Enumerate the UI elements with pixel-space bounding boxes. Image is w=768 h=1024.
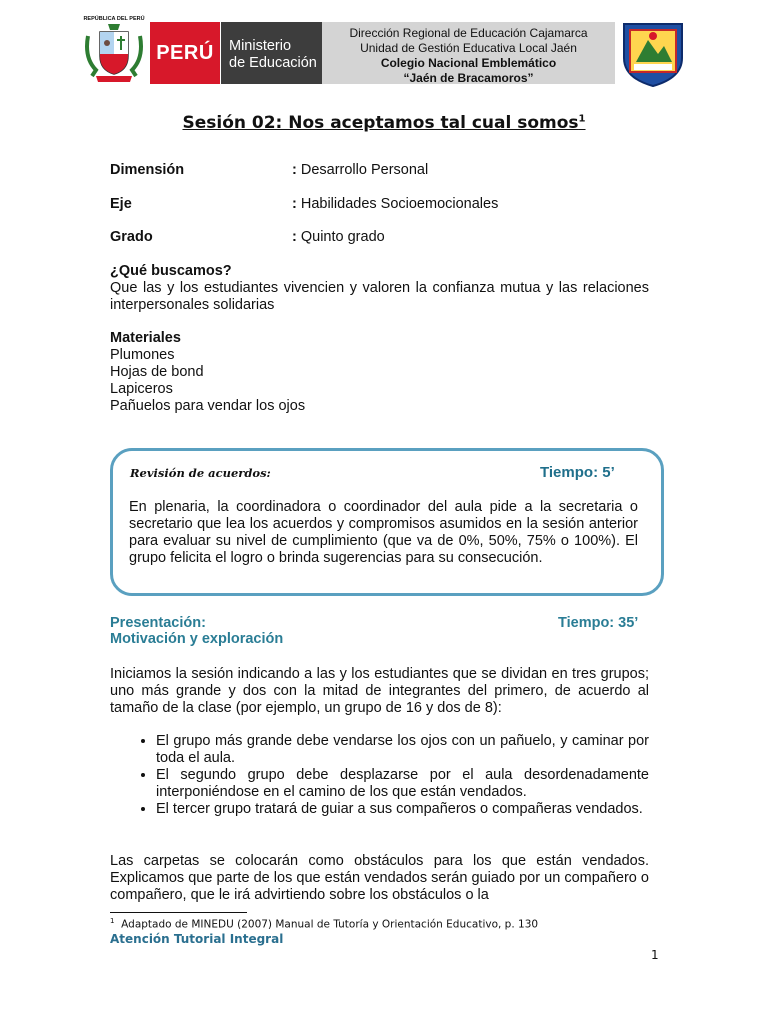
field-dimension: Dimensión : Desarrollo Personal xyxy=(110,162,429,178)
que-buscamos-section xyxy=(110,263,649,314)
revision-text: En plenaria, la coordinadora o coordinador del aula pide a la secretaria o secretario que lea los acuerdos y compromisos asumidos en la sesión anterior para evaluar su nivel de cumplimiento (que va de 0%, 50%, 75% o 100%). El grupo felicita el logro o brinda sugerencias para su consecución. xyxy=(129,499,638,566)
revision-heading: Revisión de acuerdos: xyxy=(130,466,271,480)
que-buscamos-text: Que las y los estudiantes vivencien y valoren la confianza mutua y las relaciones interpersonales solidarias xyxy=(110,280,649,313)
field-label: Grado xyxy=(110,229,153,245)
field-value: Desarrollo Personal xyxy=(300,162,429,178)
material-item: Lapiceros xyxy=(110,381,173,397)
ugel-name: Unidad de Gestión Educativa Local Jaén xyxy=(360,41,577,55)
list-item: • El grupo más grande debe vendarse los ojos con un pañuelo, y caminar por toda el aula. xyxy=(156,733,649,767)
instructions-list xyxy=(110,733,649,818)
materiales-heading: Materiales xyxy=(110,330,181,346)
field-label: Dimensión xyxy=(110,162,185,178)
title-footnote-marker: 1 xyxy=(578,113,586,125)
revision-time: Tiempo: 5’ xyxy=(540,464,615,481)
field-value: Quinto grado xyxy=(300,229,385,245)
ministry-line2: de Educación xyxy=(229,55,317,71)
footer-title: Atención Tutorial Integral xyxy=(110,932,284,946)
school-name: “Jaén de Bracamoros” xyxy=(403,71,534,85)
region-name: Dirección Regional de Educación Cajamarca xyxy=(349,26,588,40)
material-item: Plumones xyxy=(110,347,175,363)
material-item: Hojas de bond xyxy=(110,364,204,380)
materiales-section xyxy=(110,330,649,415)
coat-caption: REPÚBLICA DEL PERÚ xyxy=(83,16,145,22)
material-item: Pañuelos para vendar los ojos xyxy=(110,398,306,414)
field-label: Eje xyxy=(110,196,132,212)
que-buscamos-heading: ¿Qué buscamos? xyxy=(110,263,232,279)
field-grado: Grado : Quinto grado xyxy=(110,229,385,245)
footnote-text: Adaptado de MINEDU (2007) Manual de Tutoría y Orientación Educativo, p. 130 xyxy=(121,918,539,931)
title-text: Sesión 02: Nos aceptamos tal cual somos xyxy=(182,113,579,133)
school-shield-icon xyxy=(620,18,686,88)
footnote-marker: 1 xyxy=(110,917,115,925)
school-type: Colegio Nacional Emblemático xyxy=(380,56,557,70)
list-item: • El tercer grupo tratará de guiar a sus compañeros o compañeras vendados. xyxy=(156,801,649,818)
page-number: 1 xyxy=(651,948,659,962)
session-title xyxy=(0,113,768,133)
ministry-line1: Ministerio xyxy=(229,38,292,54)
footnote-divider xyxy=(110,912,247,913)
field-eje: Eje : Habilidades Socioemocionales xyxy=(110,196,499,212)
peru-brand: PERÚ xyxy=(150,22,220,84)
institution-header xyxy=(322,22,615,84)
footnote xyxy=(110,917,538,931)
list-item: • El segundo grupo debe desplazarse por el aula desordenadamente interponiéndose en el camino de los que están vendados. xyxy=(156,767,649,801)
coat-of-arms-icon xyxy=(82,18,146,84)
field-value: Habilidades Socioemocionales xyxy=(300,196,499,212)
presentacion-closing: Las carpetas se colocarán como obstáculos para los que están vendados. Explicamos que parte de los que están vendados serán guiado por un compañero o compañero, que le irá advirtiendo sobre los obstáculos o la xyxy=(110,853,649,903)
presentacion-time: Tiempo: 35’ xyxy=(558,615,639,631)
presentacion-intro: Iniciamos la sesión indicando a las y los estudiantes que se dividan en tres grupos; uno más grande y dos con la mitad de integrantes del primero, de acuerdo al tamaño de la clase (por ejemplo, un grupo de 16 y dos de 8): xyxy=(110,666,649,716)
presentacion-heading: Presentación: xyxy=(110,615,206,631)
presentacion-subheading: Motivación y exploración xyxy=(110,631,284,647)
ministry-logo xyxy=(221,22,322,84)
